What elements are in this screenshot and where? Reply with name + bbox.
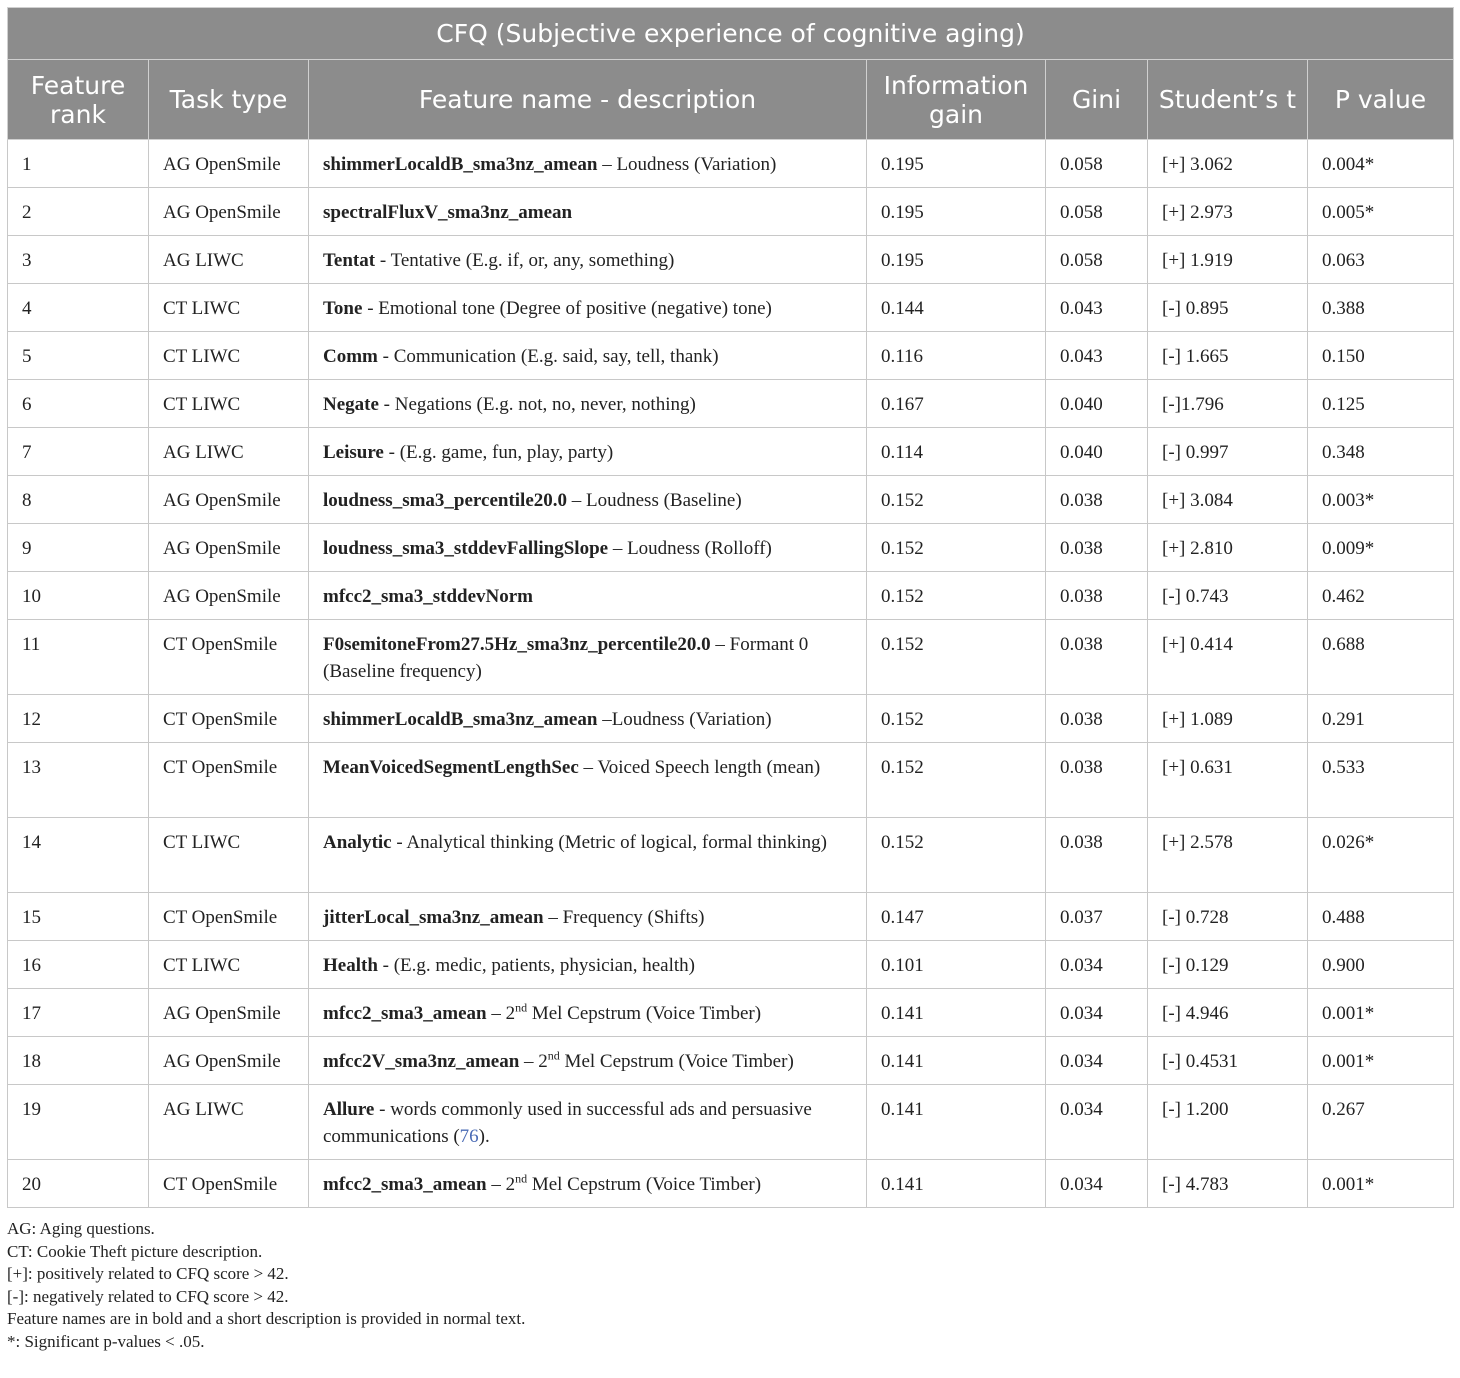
cell-p-value: 0.462 (1308, 572, 1454, 620)
cell-students-t: [+] 0.631 (1148, 743, 1308, 818)
ordinal-superscript: nd (515, 1171, 528, 1186)
cell-feature-name (309, 893, 867, 941)
cell-p-value: 0.004* (1308, 140, 1454, 188)
cell-p-value: 0.001* (1308, 1037, 1454, 1085)
cell-feature-name (309, 1085, 867, 1160)
table-row (8, 380, 1454, 428)
footnote-line: [-]: negatively related to CFQ score > 42. (7, 1286, 289, 1306)
cell-feature-rank: 6 (8, 380, 149, 428)
cell-feature-name (309, 332, 867, 380)
cell-task-type: AG OpenSmile (149, 140, 309, 188)
feature-name: Leisure (323, 442, 384, 463)
table-row (8, 941, 1454, 989)
feature-description: – Voiced Speech length (mean) (578, 757, 821, 778)
cell-task-type: AG OpenSmile (149, 572, 309, 620)
cell-students-t: [-] 0.4531 (1148, 1037, 1308, 1085)
cell-task-type: CT LIWC (149, 818, 309, 893)
cell-feature-rank: 19 (8, 1085, 149, 1160)
cell-feature-rank: 8 (8, 476, 149, 524)
feature-name: Comm (323, 346, 378, 367)
header-information-gain: Information gain (867, 60, 1046, 140)
cell-task-type: CT OpenSmile (149, 893, 309, 941)
feature-name: mfcc2V_sma3nz_amean (323, 1051, 520, 1072)
cell-information-gain: 0.152 (867, 476, 1046, 524)
cell-feature-rank: 2 (8, 188, 149, 236)
cell-p-value: 0.348 (1308, 428, 1454, 476)
cell-gini: 0.037 (1046, 893, 1148, 941)
cell-p-value: 0.900 (1308, 941, 1454, 989)
feature-description: - (E.g. medic, patients, physician, health) (377, 955, 695, 976)
cell-feature-name (309, 695, 867, 743)
table-row (8, 140, 1454, 188)
table-row (8, 743, 1454, 818)
cell-task-type: AG OpenSmile (149, 476, 309, 524)
table-container (7, 7, 1453, 1353)
feature-name: Tone (323, 298, 363, 319)
cell-gini: 0.034 (1046, 1037, 1148, 1085)
cell-gini: 0.040 (1046, 380, 1148, 428)
cell-p-value: 0.125 (1308, 380, 1454, 428)
feature-description-prefix: – 2 (519, 1051, 548, 1072)
table-row (8, 332, 1454, 380)
feature-name: Allure (323, 1099, 375, 1120)
header-students-t: Student’s t (1148, 60, 1308, 140)
cell-p-value: 0.001* (1308, 1160, 1454, 1208)
cell-students-t: [+] 3.062 (1148, 140, 1308, 188)
feature-description-suffix: ). (478, 1126, 490, 1147)
cell-students-t: [+] 2.578 (1148, 818, 1308, 893)
cell-gini: 0.058 (1046, 236, 1148, 284)
feature-name: MeanVoicedSegmentLengthSec (323, 757, 579, 778)
feature-description: – Loudness (Baseline) (567, 490, 742, 511)
cell-information-gain: 0.195 (867, 236, 1046, 284)
cell-p-value: 0.267 (1308, 1085, 1454, 1160)
feature-description: - Emotional tone (Degree of positive (negative) tone) (362, 298, 772, 319)
cell-gini: 0.038 (1046, 476, 1148, 524)
table-footnotes (7, 1218, 1453, 1353)
feature-description: Mel Cepstrum (Voice Timber) (559, 1051, 794, 1072)
cell-information-gain: 0.147 (867, 893, 1046, 941)
header-p-value: P value (1308, 60, 1454, 140)
feature-description: –Loudness (Variation) (597, 709, 772, 730)
header-gini: Gini (1046, 60, 1148, 140)
cell-gini: 0.034 (1046, 941, 1148, 989)
feature-description: - words commonly used in successful ads and persuasive communications ( (323, 1099, 812, 1147)
cell-p-value: 0.003* (1308, 476, 1454, 524)
table-row (8, 1037, 1454, 1085)
cell-feature-rank: 14 (8, 818, 149, 893)
cell-p-value: 0.291 (1308, 695, 1454, 743)
header-feature-rank: Feature rank (8, 60, 149, 140)
cell-information-gain: 0.152 (867, 572, 1046, 620)
cell-p-value: 0.688 (1308, 620, 1454, 695)
cell-students-t: [-] 1.665 (1148, 332, 1308, 380)
cell-task-type: AG OpenSmile (149, 989, 309, 1037)
feature-description: – Loudness (Rolloff) (608, 538, 772, 559)
cell-p-value: 0.063 (1308, 236, 1454, 284)
cell-p-value: 0.533 (1308, 743, 1454, 818)
cell-information-gain: 0.141 (867, 1085, 1046, 1160)
cell-information-gain: 0.101 (867, 941, 1046, 989)
cell-students-t: [-] 0.997 (1148, 428, 1308, 476)
feature-description: - Communication (E.g. said, say, tell, thank) (377, 346, 719, 367)
table-row (8, 284, 1454, 332)
cell-p-value: 0.488 (1308, 893, 1454, 941)
cell-information-gain: 0.116 (867, 332, 1046, 380)
footnote-line: Feature names are in bold and a short description is provided in normal text. (7, 1309, 526, 1328)
table-row (8, 1160, 1454, 1208)
cell-task-type: AG LIWC (149, 1085, 309, 1160)
feature-description-prefix: – 2 (486, 1174, 516, 1195)
cell-gini: 0.038 (1046, 743, 1148, 818)
cell-gini: 0.034 (1046, 989, 1148, 1037)
cell-feature-rank: 18 (8, 1037, 149, 1085)
cell-feature-rank: 3 (8, 236, 149, 284)
feature-description: – Formant 0 (Baseline frequency) (323, 634, 809, 682)
cell-feature-name (309, 620, 867, 695)
cell-p-value: 0.001* (1308, 989, 1454, 1037)
cell-feature-name (309, 1037, 867, 1085)
cell-task-type: AG OpenSmile (149, 1037, 309, 1085)
cell-feature-rank: 7 (8, 428, 149, 476)
cell-feature-name (309, 428, 867, 476)
feature-description: Mel Cepstrum (Voice Timber) (527, 1003, 762, 1024)
cell-feature-rank: 12 (8, 695, 149, 743)
cell-p-value: 0.388 (1308, 284, 1454, 332)
cell-p-value: 0.150 (1308, 332, 1454, 380)
feature-name: jitterLocal_sma3nz_amean (323, 907, 544, 928)
cell-task-type: CT LIWC (149, 380, 309, 428)
feature-name: shimmerLocaldB_sma3nz_amean (323, 709, 598, 730)
cell-gini: 0.034 (1046, 1085, 1148, 1160)
cell-task-type: CT LIWC (149, 941, 309, 989)
cell-feature-rank: 9 (8, 524, 149, 572)
feature-name: loudness_sma3_percentile20.0 (323, 490, 568, 511)
cell-feature-name (309, 236, 867, 284)
cell-feature-rank: 11 (8, 620, 149, 695)
cell-gini: 0.034 (1046, 1160, 1148, 1208)
cell-information-gain: 0.114 (867, 428, 1046, 476)
feature-name: mfcc2_sma3_amean (323, 1003, 487, 1024)
table-row (8, 818, 1454, 893)
feature-name: Tentat (323, 250, 376, 271)
cell-gini: 0.058 (1046, 188, 1148, 236)
feature-description-prefix: – 2 (486, 1003, 516, 1024)
table-title: CFQ (Subjective experience of cognitive aging) (8, 8, 1454, 60)
cell-students-t: [-] 1.200 (1148, 1085, 1308, 1160)
table-row (8, 428, 1454, 476)
feature-name: spectralFluxV_sma3nz_amean (323, 202, 573, 223)
cell-feature-rank: 16 (8, 941, 149, 989)
cell-task-type: AG OpenSmile (149, 188, 309, 236)
cell-information-gain: 0.152 (867, 695, 1046, 743)
cell-feature-name (309, 188, 867, 236)
cell-students-t: [+] 1.919 (1148, 236, 1308, 284)
cell-feature-rank: 1 (8, 140, 149, 188)
table-row (8, 1085, 1454, 1160)
feature-table (7, 7, 1454, 1208)
header-feature-name: Feature name - description (309, 60, 867, 140)
cell-feature-name (309, 284, 867, 332)
table-row (8, 695, 1454, 743)
ordinal-superscript: nd (515, 1000, 528, 1015)
cell-information-gain: 0.152 (867, 818, 1046, 893)
cell-gini: 0.043 (1046, 284, 1148, 332)
footnote-line: [+]: positively related to CFQ score > 42. (7, 1264, 289, 1283)
cell-task-type: CT OpenSmile (149, 695, 309, 743)
cell-feature-name (309, 818, 867, 893)
feature-description: Mel Cepstrum (Voice Timber) (527, 1174, 762, 1195)
cell-task-type: AG LIWC (149, 236, 309, 284)
cell-students-t: [-] 0.728 (1148, 893, 1308, 941)
cell-information-gain: 0.152 (867, 743, 1046, 818)
cell-gini: 0.038 (1046, 818, 1148, 893)
cell-task-type: CT LIWC (149, 332, 309, 380)
cell-gini: 0.038 (1046, 695, 1148, 743)
cell-students-t: [+] 2.810 (1148, 524, 1308, 572)
cell-students-t: [-]1.796 (1148, 380, 1308, 428)
cell-task-type: CT LIWC (149, 284, 309, 332)
cell-feature-name (309, 1160, 867, 1208)
cell-p-value: 0.009* (1308, 524, 1454, 572)
feature-description: - Tentative (E.g. if, or, any, something) (375, 250, 675, 271)
cell-task-type: AG LIWC (149, 428, 309, 476)
feature-name: F0semitoneFrom27.5Hz_sma3nz_percentile20.0 (323, 634, 711, 655)
cell-information-gain: 0.152 (867, 620, 1046, 695)
cell-students-t: [+] 1.089 (1148, 695, 1308, 743)
header-task-type: Task type (149, 60, 309, 140)
table-row (8, 524, 1454, 572)
ordinal-superscript: nd (547, 1048, 560, 1063)
cell-feature-rank: 20 (8, 1160, 149, 1208)
feature-name: mfcc2_sma3_stddevNorm (323, 586, 534, 607)
table-row (8, 572, 1454, 620)
feature-name: loudness_sma3_stddevFallingSlope (323, 538, 609, 559)
table-row (8, 989, 1454, 1037)
cell-information-gain: 0.195 (867, 140, 1046, 188)
cell-students-t: [-] 0.895 (1148, 284, 1308, 332)
cell-feature-name (309, 743, 867, 818)
cell-feature-name (309, 140, 867, 188)
cell-feature-rank: 15 (8, 893, 149, 941)
cell-students-t: [-] 4.946 (1148, 989, 1308, 1037)
cell-feature-rank: 4 (8, 284, 149, 332)
feature-description: - Negations (E.g. not, no, never, nothing) (378, 394, 696, 415)
table-row (8, 188, 1454, 236)
feature-description: – Frequency (Shifts) (543, 907, 705, 928)
cell-feature-name (309, 989, 867, 1037)
cell-information-gain: 0.152 (867, 524, 1046, 572)
cell-students-t: [-] 0.743 (1148, 572, 1308, 620)
table-row (8, 620, 1454, 695)
cell-feature-name (309, 941, 867, 989)
cell-feature-name (309, 572, 867, 620)
cell-students-t: [-] 4.783 (1148, 1160, 1308, 1208)
footnote-line: *: Significant p-values < .05. (7, 1331, 205, 1351)
cell-information-gain: 0.141 (867, 989, 1046, 1037)
cell-p-value: 0.005* (1308, 188, 1454, 236)
cell-feature-rank: 17 (8, 989, 149, 1037)
table-row (8, 236, 1454, 284)
footnote-line: CT: Cookie Theft picture description. (7, 1241, 263, 1261)
cell-gini: 0.038 (1046, 524, 1148, 572)
cell-information-gain: 0.195 (867, 188, 1046, 236)
citation-link[interactable]: 76 (459, 1126, 479, 1147)
table-body (8, 140, 1454, 1208)
cell-gini: 0.043 (1046, 332, 1148, 380)
cell-feature-name (309, 524, 867, 572)
cell-gini: 0.038 (1046, 620, 1148, 695)
cell-students-t: [-] 0.129 (1148, 941, 1308, 989)
cell-feature-name (309, 380, 867, 428)
cell-gini: 0.040 (1046, 428, 1148, 476)
cell-task-type: CT OpenSmile (149, 620, 309, 695)
cell-p-value: 0.026* (1308, 818, 1454, 893)
feature-description: – Loudness (Variation) (597, 154, 777, 175)
cell-task-type: CT OpenSmile (149, 1160, 309, 1208)
feature-name: shimmerLocaldB_sma3nz_amean (323, 154, 598, 175)
cell-information-gain: 0.141 (867, 1160, 1046, 1208)
cell-gini: 0.038 (1046, 572, 1148, 620)
cell-students-t: [+] 0.414 (1148, 620, 1308, 695)
cell-feature-name (309, 476, 867, 524)
feature-name: mfcc2_sma3_amean (323, 1174, 487, 1195)
footnote-line: AG: Aging questions. (7, 1219, 155, 1238)
feature-name: Health (323, 955, 378, 976)
feature-description: - Analytical thinking (Metric of logical, formal thinking) (391, 832, 827, 853)
cell-students-t: [+] 3.084 (1148, 476, 1308, 524)
cell-task-type: AG OpenSmile (149, 524, 309, 572)
feature-name: Negate (323, 394, 379, 415)
cell-information-gain: 0.167 (867, 380, 1046, 428)
cell-gini: 0.058 (1046, 140, 1148, 188)
feature-description: - (E.g. game, fun, play, party) (383, 442, 614, 463)
table-row (8, 893, 1454, 941)
cell-students-t: [+] 2.973 (1148, 188, 1308, 236)
cell-feature-rank: 5 (8, 332, 149, 380)
table-row (8, 476, 1454, 524)
cell-task-type: CT OpenSmile (149, 743, 309, 818)
cell-feature-rank: 13 (8, 743, 149, 818)
cell-information-gain: 0.144 (867, 284, 1046, 332)
cell-information-gain: 0.141 (867, 1037, 1046, 1085)
cell-feature-rank: 10 (8, 572, 149, 620)
feature-name: Analytic (323, 832, 392, 853)
